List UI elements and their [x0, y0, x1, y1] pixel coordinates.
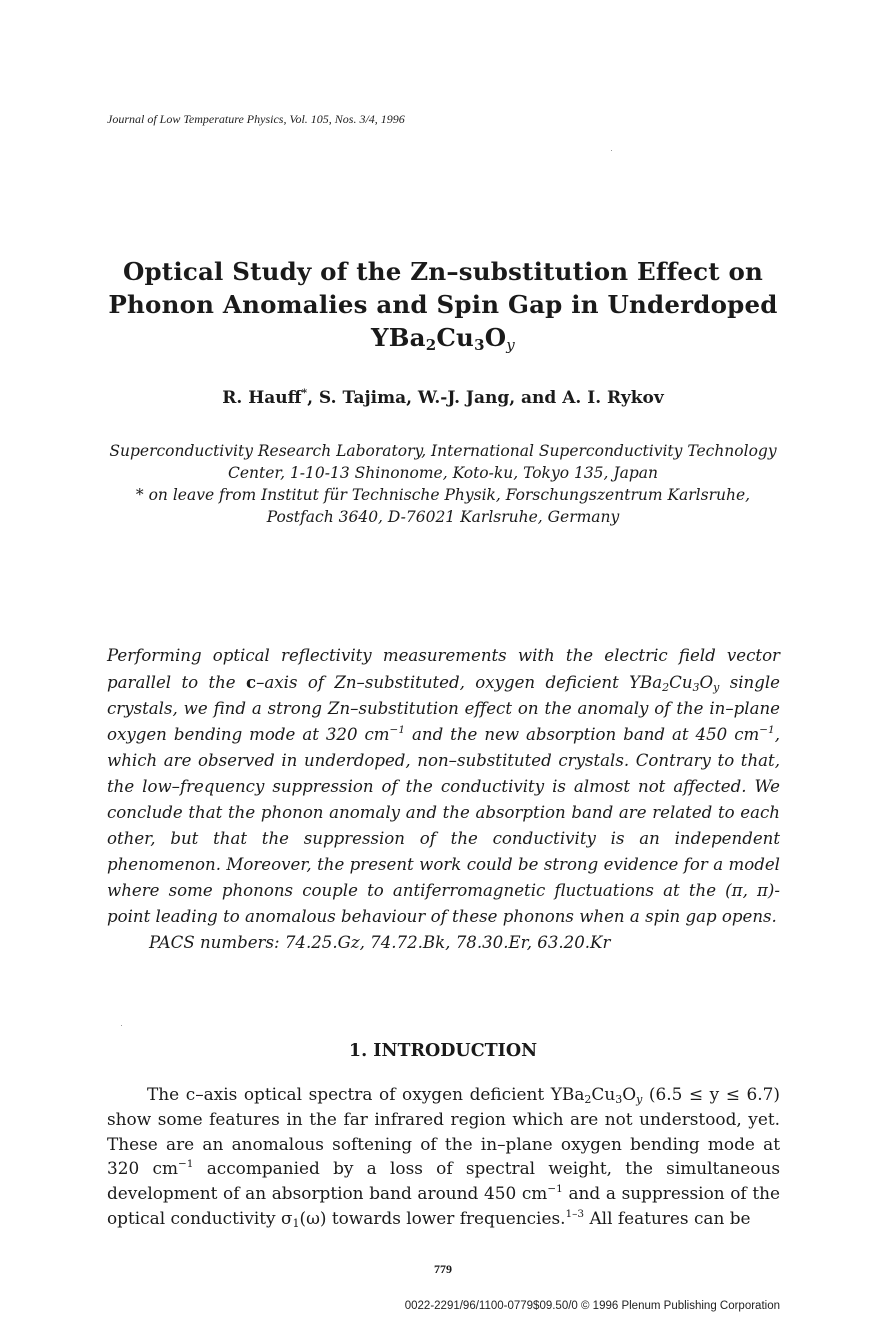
intro-run: The c–axis optical spectra of oxygen deficient YBa	[147, 1084, 585, 1104]
section-heading: 1. INTRODUCTION	[348, 1041, 538, 1061]
affiliation-line-1: Superconductivity Research Laboratory, International Superconductivity Technology	[109, 442, 777, 460]
abstract-run: Performing optical reflectivity measurements with the electric field vector parallel to the	[107, 646, 780, 692]
intro-run: Cu	[591, 1084, 616, 1104]
intro-sup: −1	[177, 1158, 194, 1171]
intro-sub: y	[636, 1093, 643, 1106]
abstract-sup: −1	[389, 724, 406, 736]
scan-speck	[611, 150, 612, 151]
copyright-line: 0022-2291/96/1100-0779$09.50/0 © 1996 Plenum Publishing Corporation	[404, 1300, 780, 1312]
page-number: 779	[434, 1262, 452, 1276]
title-line-2: Phonon Anomalies and Spin Gap in Underdoped	[108, 290, 778, 319]
affiliations	[100, 440, 786, 528]
abstract-sub: 2	[662, 681, 670, 694]
intro-body	[107, 1082, 780, 1231]
affiliation-line-2: Center, 1-10-13 Shinonome, Koto-ku, Tokyo 135, Japan	[227, 464, 659, 482]
title-formula-yba: YBa	[371, 323, 426, 352]
title-line-3	[80, 321, 806, 354]
title-sub-2: 2	[425, 336, 437, 354]
abstract-run: –axis of Zn–substituted, oxygen deficient YBa	[256, 673, 663, 692]
abstract-sup: −1	[759, 724, 775, 736]
abstract-sub: y	[713, 681, 720, 694]
author-1: R. Hauff	[222, 388, 302, 408]
intro-run: O	[622, 1084, 637, 1104]
abstract-run: Cu	[669, 673, 693, 692]
intro-run: accompanied by a loss of spectral weight, the simultaneous development of an absorption band around 450 cm	[107, 1158, 780, 1204]
title-line-1: Optical Study of the Zn–substitution Effect on	[122, 257, 764, 286]
author-1-mark: *	[301, 387, 308, 399]
intro-reference: 1–3	[565, 1207, 585, 1220]
affiliation-line-3: * on leave from Institut für Technische Physik, Forschungszentrum Karlsruhe,	[135, 486, 751, 504]
abstract-run: and the new absorption band at 450 cm	[405, 725, 760, 744]
affiliation-line-4: Postfach 3640, D-76021 Karlsruhe, Germany	[266, 508, 620, 526]
abstract-run: single crystals, we find a strong Zn–substitution effect on the anomaly of the in–plane oxygen bending mode at 320 cm	[107, 673, 780, 744]
title-sub-y: y	[506, 336, 515, 354]
abstract-c-axis: c	[246, 672, 257, 692]
abstract-text	[107, 643, 780, 930]
abstract-run: O	[699, 673, 714, 692]
title-formula-o: O	[484, 323, 507, 352]
title-formula-cu: Cu	[436, 323, 475, 352]
scan-speck	[121, 1025, 122, 1026]
abstract-sub: 3	[692, 681, 700, 694]
paper-title	[80, 255, 806, 354]
title-sub-3: 3	[474, 336, 485, 354]
author-rest: , S. Tajima, W.-J. Jang, and A. I. Rykov	[307, 388, 664, 408]
intro-paragraph	[107, 1082, 780, 1231]
author-list	[80, 388, 806, 408]
intro-run: and a suppression of the optical conductivity σ	[107, 1183, 780, 1228]
journal-citation: Journal of Low Temperature Physics, Vol. 105, Nos. 3/4, 1996	[107, 112, 405, 126]
intro-sub: 2	[584, 1093, 592, 1106]
intro-run: (ω) towards lower frequencies.	[299, 1207, 566, 1228]
intro-sub: 1	[292, 1216, 300, 1230]
abstract	[107, 643, 780, 956]
intro-sup: −1	[547, 1183, 563, 1196]
intro-run: (6.5 ≤ y ≤ 6.7) show some features in the far infrared region which are not understood, yet. These are an anomalous softening of the in–plane oxygen bending mode at 320 cm	[107, 1084, 780, 1179]
abstract-run: , which are observed in underdoped, non–substituted crystals. Contrary to that, the low–frequency suppression of the conductivity is almost not affected. We conclude that the phonon anomaly and the absorption band are related to each other, but that the suppression of the conductivity is an independent phenomenon. Moreover, the present work could be strong evidence for a model where some phonons couple to antiferromagnetic fluctuations at the (π, π)-point leading to anomalous behaviour of these phonons when a spin gap opens.	[107, 725, 780, 926]
intro-run: All features can be	[584, 1207, 751, 1228]
pacs-numbers: PACS numbers: 74.25.Gz, 74.72.Bk, 78.30.Er, 63.20.Kr	[149, 933, 611, 952]
intro-sub: 3	[615, 1093, 623, 1106]
